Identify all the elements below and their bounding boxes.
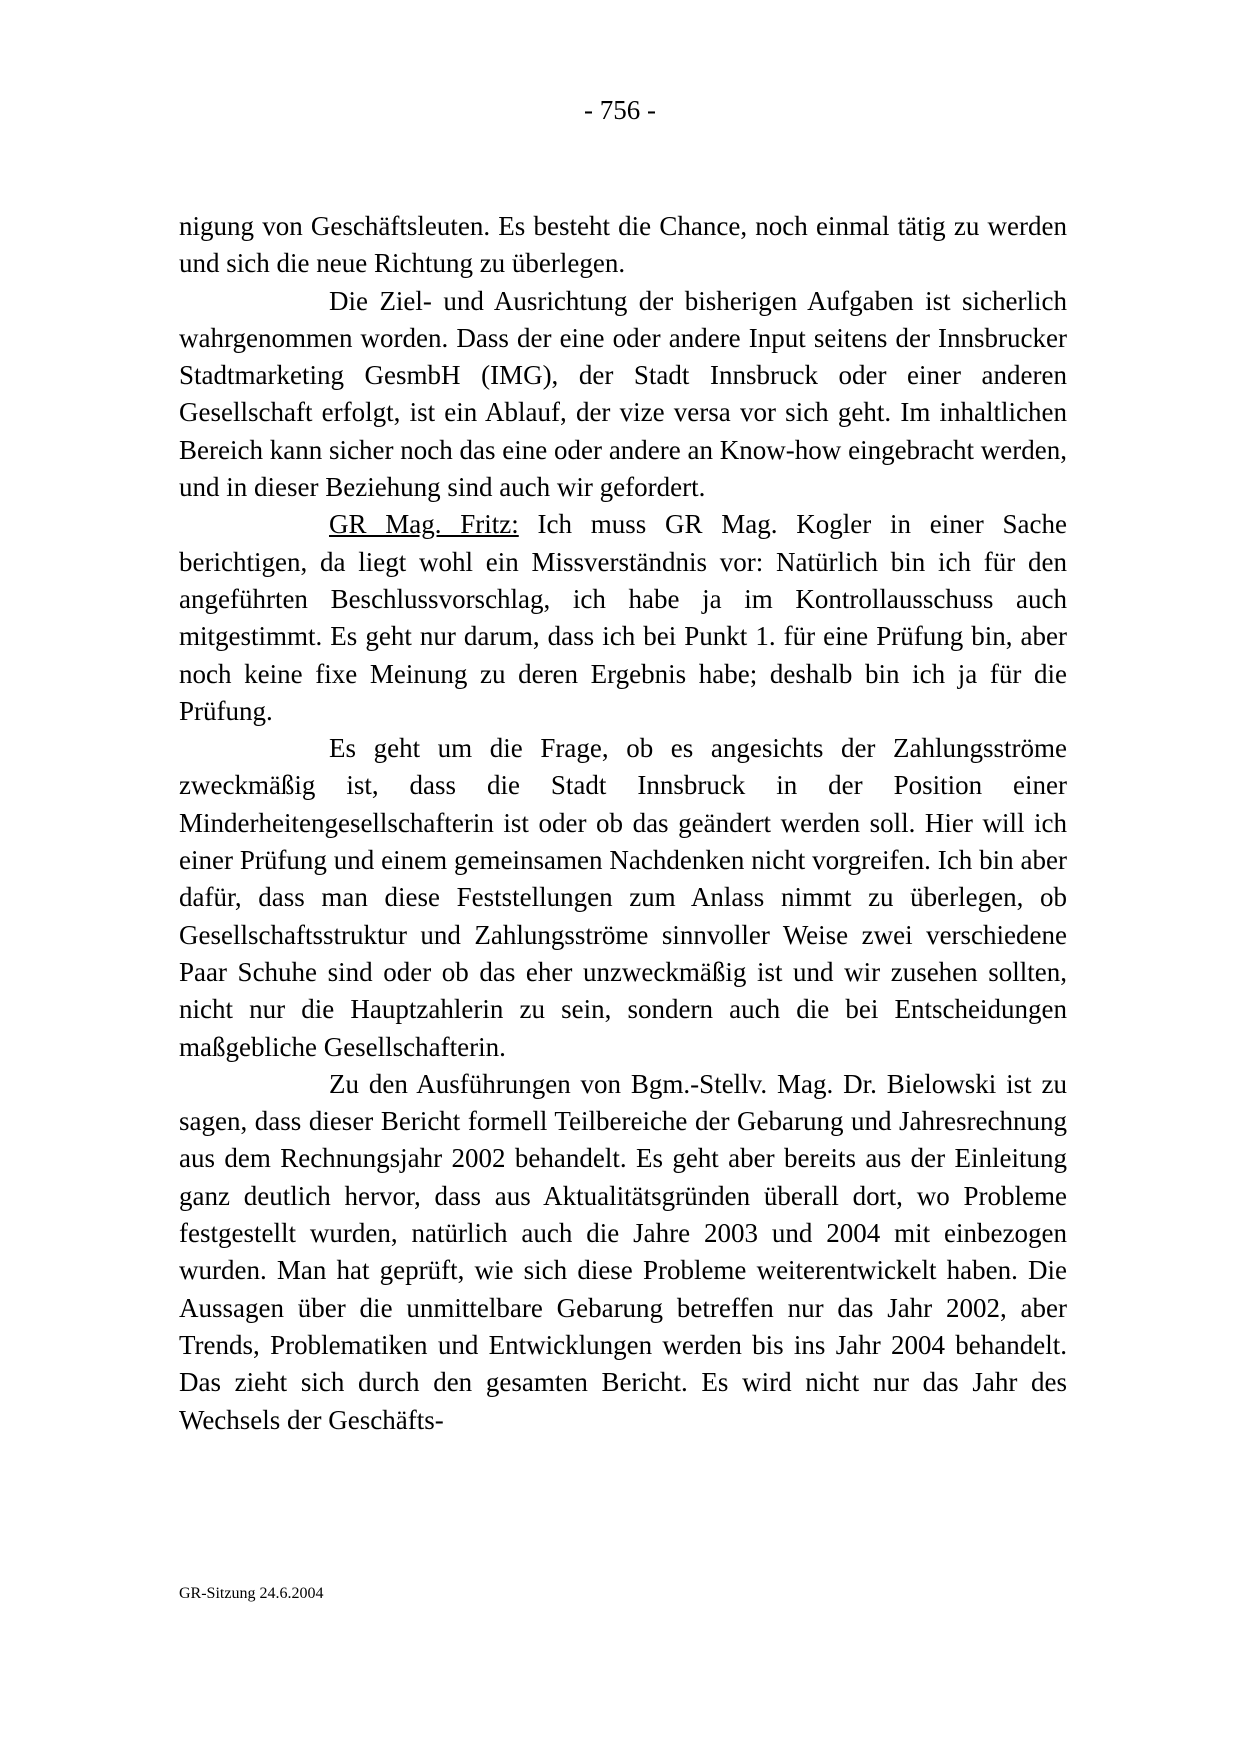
paragraph (179, 208, 1067, 283)
paragraph (179, 283, 1067, 507)
paragraph (179, 506, 1067, 730)
speaker-name: GR Mag. Fritz: (329, 509, 519, 540)
paragraph-text: Zu den Ausführungen von Bgm.-Stellv. Mag. Dr. Bielowski ist zu sagen, dass dieser Bericht formell Teilbereiche der Gebarung und Jahresrechnung aus dem Rechnungsjahr 2002 behandelt. Es geht aber bereits aus der Einleitung ganz deutlich hervor, dass aus Aktualitätsgründen überall dort, wo Probleme festgestellt wurden, natürlich auch die Jahre 2003 und 2004 mit einbezogen wurden. Man hat geprüft, wie sich diese Probleme weiterentwickelt haben. Die Aussagen über die unmittelbare Gebarung betreffen nur das Jahr 2002, aber Trends, Problematiken und Entwicklungen werden bis ins Jahr 2004 behandelt. Das zieht sich durch den gesamten Bericht. Es wird nicht nur das Jahr des Wechsels der Geschäfts- (179, 1068, 1067, 1435)
document-body (179, 208, 1067, 1439)
paragraph (179, 730, 1067, 1066)
paragraph-text: Ich muss GR Mag. Kogler in einer Sache berichtigen, da liegt wohl ein Missverständnis vor: Natürlich bin ich für den angeführten Beschlussvorschlag, ich habe ja im Kontrollausschuss auch mitgestimmt. Es geht nur darum, dass ich bei Punkt 1. für eine Prüfung bin, aber noch keine fixe Meinung zu deren Ergebnis habe; deshalb bin ich ja für die Prüfung. (179, 509, 1067, 726)
paragraph-text: nigung von Geschäftsleuten. Es besteht die Chance, noch einmal tätig zu werden und sich die neue Richtung zu überlegen. (179, 211, 1067, 279)
paragraph (179, 1066, 1067, 1439)
paragraph-text: Es geht um die Frage, ob es angesichts der Zahlungsströme zweckmäßig ist, dass die Stadt Innsbruck in der Position einer Minderheitengesellschafterin ist oder ob das geändert werden soll. Hier will ich einer Prüfung und einem gemeinsamen Nachdenken nicht vorgreifen. Ich bin aber dafür, dass man diese Feststellungen zum Anlass nimmt zu überlegen, ob Gesellschaftsstruktur und Zahlungsströme sinnvoller Weise zwei verschiedene Paar Schuhe sind oder ob das eher unzweckmäßig ist und wir zusehen sollten, nicht nur die Hauptzahlerin zu sein, sondern auch die bei Entscheidungen maßgebliche Gesellschafterin. (179, 733, 1067, 1062)
paragraph-text: Die Ziel- und Ausrichtung der bisherigen Aufgaben ist sicherlich wahrgenommen worden. Dass der eine oder andere Input seitens der Innsbrucker Stadtmarketing GesmbH (IMG), der Stadt Innsbruck oder einer anderen Gesellschaft erfolgt, ist ein Ablauf, der vize versa vor sich geht. Im inhaltlichen Bereich kann sicher noch das eine oder andere an Know-how eingebracht werden, und in dieser Beziehung sind auch wir gefordert. (179, 285, 1067, 503)
page-number: - 756 - (584, 95, 656, 125)
footer-session-date: GR-Sitzung 24.6.2004 (179, 1585, 324, 1602)
